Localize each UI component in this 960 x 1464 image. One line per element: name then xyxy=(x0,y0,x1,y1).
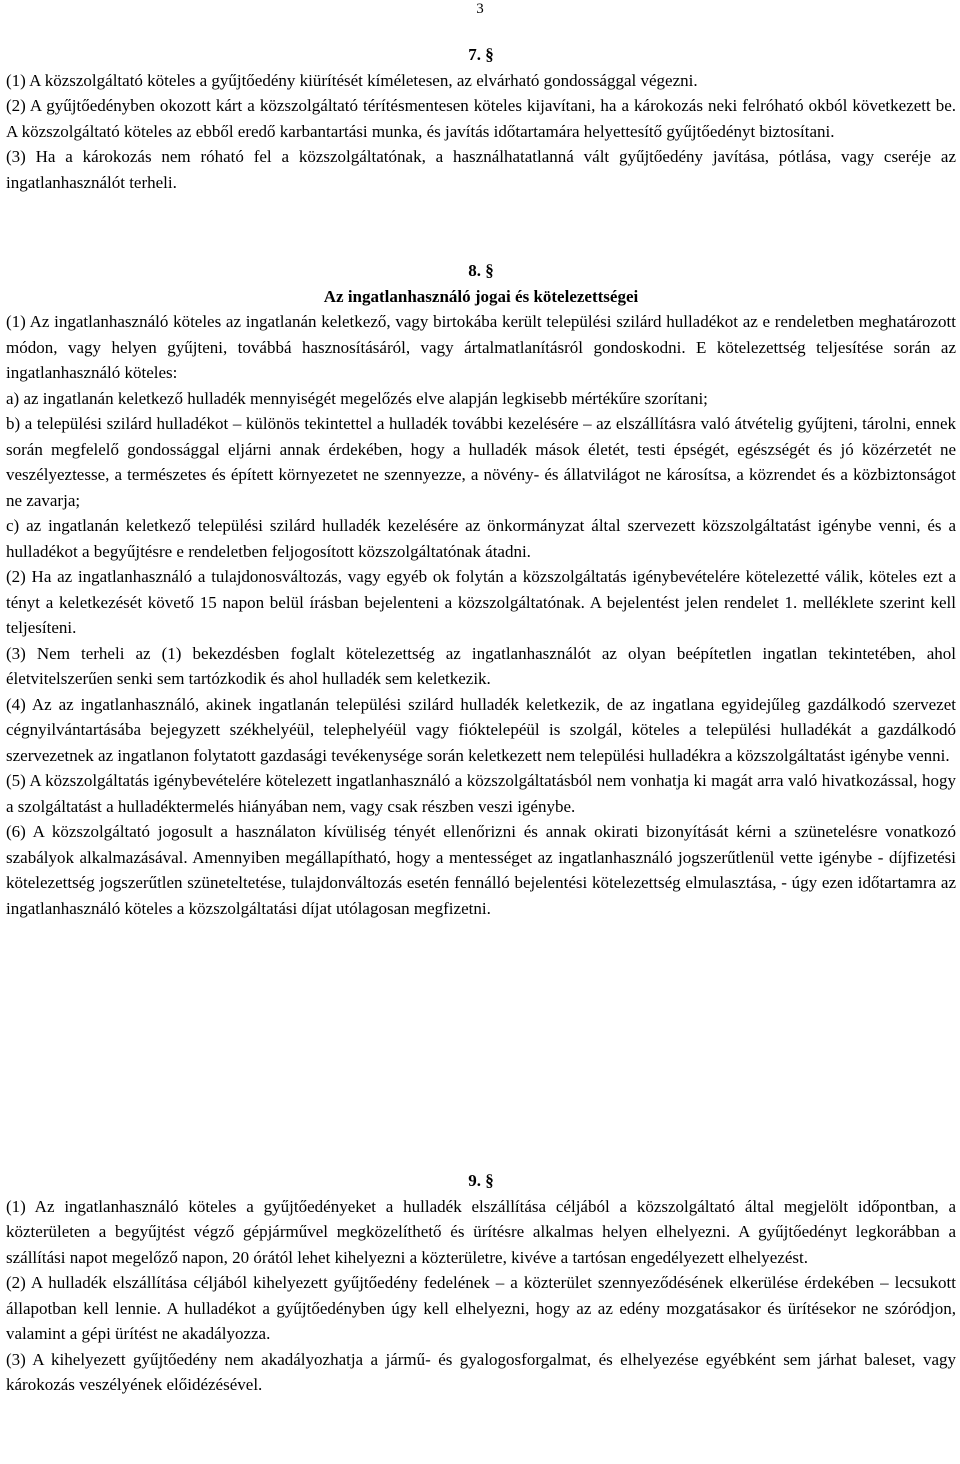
section-number: 8. § xyxy=(468,261,494,280)
section-number: 9. § xyxy=(468,1171,494,1190)
paragraph: (4) Az az ingatlanhasználó, akinek ingatlanán települési szilárd hulladék keletkezik, de az ingatlana egyidejűleg gazdálkodó szervezet cégnyilvántartásába bejegyzett székhelyéül, telephelyéül vagy fióktelepéül is szolgál, köteles a települési hulladékát a gazdálkodó szervezetnek az ingatlanon folytatott gazdasági tevékenysége során keletkezett nem települési hulladékra a közszolgáltatást igénybe venni. xyxy=(6,694,956,765)
paragraph: (2) A gyűjtőedényben okozott kárt a közszolgáltató térítésmentesen köteles kijavítani, ha a károkozás neki felróható okból következett be. A közszolgáltató köteles az ebből eredő karbantartási munka, és javítás időtartamára helyettesítő gyűjtőedényt biztosítani. xyxy=(6,96,956,141)
section-number: 7. § xyxy=(468,45,494,64)
section-9 xyxy=(6,1168,956,1398)
paragraph: (3) A kihelyezett gyűjtőedény nem akadályozhatja a jármű- és gyalogosforgalmat, és elhelyezése egyébként sem járhat baleset, vagy károkozás veszélyének előidézésével. xyxy=(6,1349,956,1394)
paragraph: (2) A hulladék elszállítása céljából kihelyezett gyűjtőedény fedelének – a közterület szennyeződésének elkerülése érdekében – lecsukott állapotban kell lennie. A hulladékot a gyűjtőedényben úgy kell elhelyezni, hogy az az edény mozgatásakor és ürítésekor ne szóródjon, valamint a gépi ürítést ne akadályozza. xyxy=(6,1273,956,1343)
page-number: 3 xyxy=(476,1,484,17)
paragraph: (6) A közszolgáltató jogosult a használaton kívüliség tényét ellenőrizni és annak okirati bizonyítását kérni a szünetelésre vonatkozó szabályok alkalmazásával. Amennyiben megállapítható, hogy a mentességet az ingatlanhasználó jogszerűtlenül vette igénybe - díjfizetési kötelezettség jogszerűtlen szüneteltetése, tulajdonváltozás esetén fennálló bejelentési kötelezettség elmulasztása, - úgy ezen időtartamra az ingatlanhasználó köteles a közszolgáltatási díjat utólagosan megfizetni. xyxy=(6,822,956,918)
paragraph: (1) A közszolgáltató köteles a gyűjtőedény kiürítését kíméletesen, az elvárható gondossággal végezni. xyxy=(6,70,698,90)
section-title: Az ingatlanhasználó jogai és kötelezettségei xyxy=(323,286,639,306)
paragraph: (2) Ha az ingatlanhasználó a tulajdonosváltozás, vagy egyéb ok folytán a közszolgáltatás igénybevételére kötelezetté válik, köteles ezt a tényt a keletkezését követő 15 napon belül írásban bejelenteni a közszolgáltatónak. A bejelentést jelen rendelet 1. melléklete szerint kell teljesíteni. xyxy=(6,567,956,637)
paragraph: (1) Az ingatlanhasználó köteles az ingatlanán keletkező, vagy birtokába került települési szilárd hulladékot az e rendeletben meghatározott módon, vagy helyen gyűjteni, továbbá hasznosításáról, vagy ártalmatlanításról gondoskodni. E kötelezettség teljesítése során az ingatlanhasználó köteles: xyxy=(6,312,956,382)
paragraph: a) az ingatlanán keletkező hulladék mennyiségét megelőzés elve alapján legkisebb mértékűre szorítani; xyxy=(6,388,708,408)
paragraph: (5) A közszolgáltatás igénybevételére kötelezett ingatlanhasználó a közszolgáltatásból nem vonhatja ki magát arra való hivatkozással, hogy a szolgáltatást a hulladéktermelés hiányában nem, vagy csak részben veszi igénybe. xyxy=(6,771,956,816)
paragraph: (1) Az ingatlanhasználó köteles a gyűjtőedényeket a hulladék elszállítása céljából a közszolgáltató által megjelölt időpontban, a közterületen a begyűjtést végző gépjárművel megközelíthető és ürítésre alkalmas helyen elhelyezni. A gyűjtőedényt legkorábban a szállítási napot megelőző napon, 20 órától lehet kihelyezni a közterületre, kivéve a tartósan engedélyezett elhelyezést. xyxy=(6,1196,956,1267)
section-7 xyxy=(6,42,956,195)
paragraph: c) az ingatlanán keletkező települési szilárd hulladék kezelésére az önkormányzat által szervezett közszolgáltatást igénybe venni, és a hulladékot a begyűjtésre e rendeletben feljogosított közszolgáltatónak átadni. xyxy=(6,516,956,561)
paragraph: (3) Nem terheli az (1) bekezdésben foglalt kötelezettség az ingatlanhasználót az olyan beépítetlen ingatlan tekintetében, ahol életvitelszerűen senki sem tartózkodik és ahol hulladék sem keletkezik. xyxy=(6,643,956,688)
section-8 xyxy=(6,258,956,921)
paragraph: (3) Ha a károkozás nem róható fel a közszolgáltatónak, a használhatatlanná vált gyűjtőedény javítása, pótlása, vagy cseréje az ingatlanhasználót terheli. xyxy=(6,147,956,192)
paragraph: b) a települési szilárd hulladékot – különös tekintettel a hulladék további kezelésére – az elszállításra való átvételig gyűjteni, tárolni, ennek során megfelelő gondossággal eljárni annak érdekében, hogy a hulladék mások életét, testi épségét, egészségét és jó közérzetét ne veszélyeztesse, a természetes és épített környezetet ne szennyezze, a növény- és állatvilágot ne károsítsa, a közrendet és a közbiztonságot ne zavarja; xyxy=(6,414,956,510)
